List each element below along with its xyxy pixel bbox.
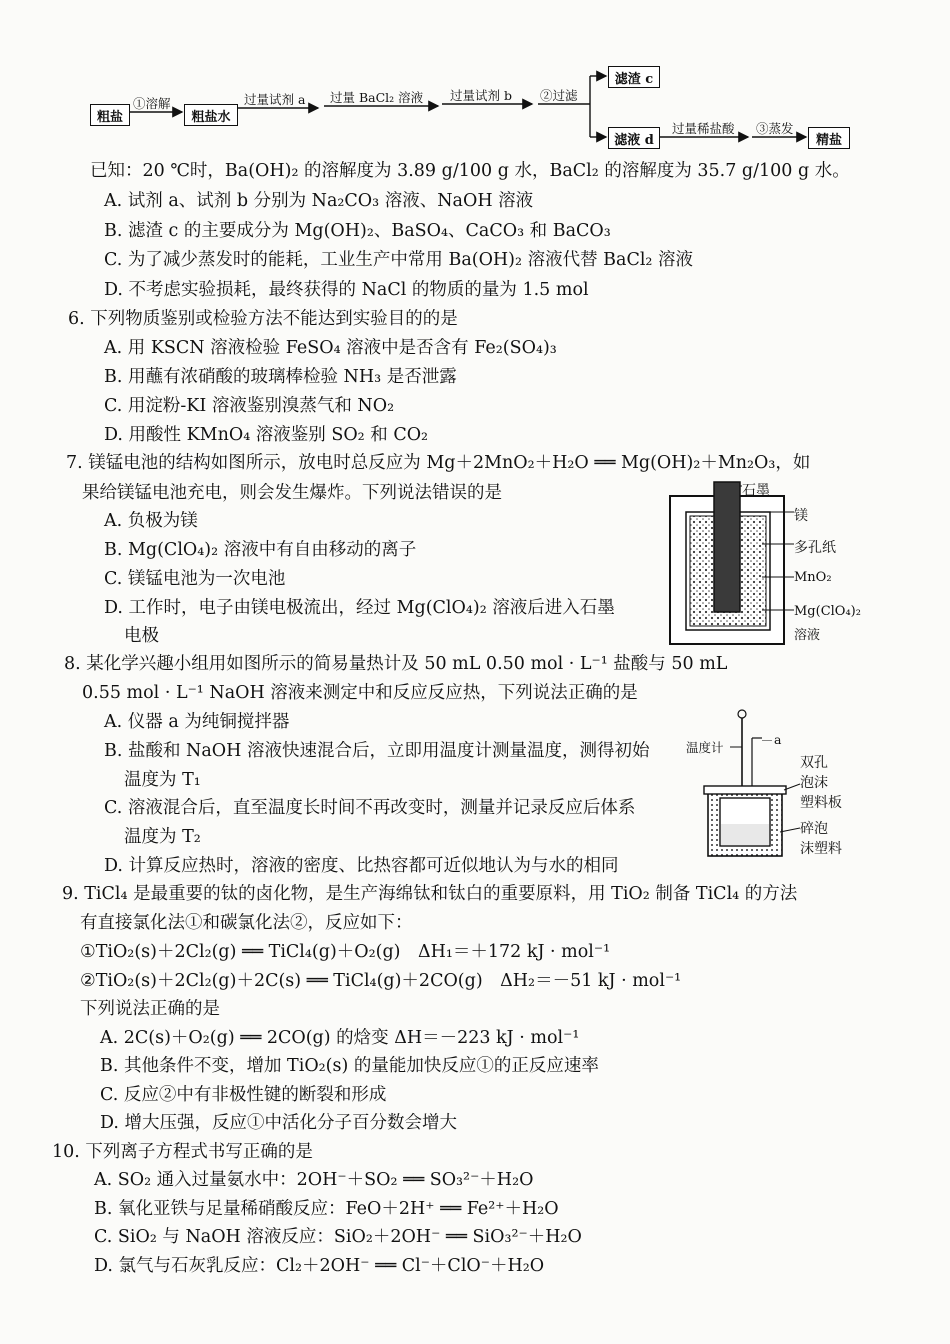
calorimeter-leader-lines <box>730 740 802 840</box>
q5-option-b: B. 滤渣 c 的主要成分为 Mg(OH)₂、BaSO₄、CaCO₃ 和 BaCO₃ <box>104 221 611 241</box>
q7-option-c: C. 镁锰电池为一次电池 <box>104 569 286 589</box>
calorimeter-label-plastic-board: 塑料板 <box>800 795 842 811</box>
q8-stem: 8. 某化学兴趣小组用如图所示的简易量热计及 50 mL 0.50 mol · L⁻¹ 盐酸与 50 mL <box>64 654 728 674</box>
battery-label-mg: 镁 <box>794 508 808 524</box>
calorimeter-label-thermometer: 温度计 <box>686 740 724 755</box>
q9-stem-cont: 有直接氯化法①和碳氯化法②，反应如下： <box>80 913 413 933</box>
q10-option-c: C. SiO₂ 与 NaOH 溶液反应：SiO₂＋2OH⁻ ══ SiO₃²⁻＋H₂O <box>94 1227 582 1247</box>
q8-option-b-cont: 温度为 T₁ <box>124 770 201 790</box>
q10-option-a: A. SO₂ 通入过量氨水中：2OH⁻＋SO₂ ══ SO₃²⁻＋H₂O <box>94 1170 534 1190</box>
q7-option-d: D. 工作时，电子由镁电极流出，经过 Mg(ClO₄)₂ 溶液后进入石墨 <box>104 598 615 618</box>
q9-stem: 9. TiCl₄ 是最重要的钛的卤化物，是生产海绵钛和钛白的重要原料，用 TiO₂ 制备 TiCl₄ 的方法 <box>62 884 798 904</box>
q10-option-b: B. 氧化亚铁与足量稀硝酸反应：FeO＋2H⁺ ══ Fe²⁺＋H₂O <box>94 1199 559 1219</box>
q6-stem: 6. 下列物质鉴别或检验方法不能达到实验目的的是 <box>68 309 458 329</box>
q8-option-d: D. 计算反应热时，溶液的密度、比热容都可近似地认为与水的相同 <box>104 856 619 876</box>
q9-option-c: C. 反应②中有非极性键的断裂和形成 <box>100 1085 387 1105</box>
battery-label-graphite: 石墨 <box>742 483 770 499</box>
q7-option-b: B. Mg(ClO₄)₂ 溶液中有自由移动的离子 <box>104 540 417 560</box>
q8-option-b: B. 盐酸和 NaOH 溶液快速混合后，立即用温度计测量温度，测得初始 <box>104 741 650 761</box>
battery-label-porous-paper: 多孔纸 <box>794 540 836 556</box>
calorimeter-label-foam: 泡沫 <box>800 775 828 791</box>
q10-stem: 10. 下列离子方程式书写正确的是 <box>52 1142 313 1162</box>
q8-option-c: C. 溶液混合后，直至温度长时间不再改变时，测量并记录反应后体系 <box>104 798 636 818</box>
flow-label-dissolve: ①溶解 <box>133 96 171 111</box>
q7-option-a: A. 负极为镁 <box>104 511 198 531</box>
q9-prompt: 下列说法正确的是 <box>80 999 220 1019</box>
flow-arrows <box>0 0 950 160</box>
q6-option-c: C. 用淀粉-KI 溶液鉴别溴蒸气和 NO₂ <box>104 396 395 416</box>
q9-option-b: B. 其他条件不变，增加 TiO₂(s) 的量能加快反应①的正反应速率 <box>100 1056 599 1076</box>
q5-option-a: A. 试剂 a、试剂 b 分别为 Na₂CO₃ 溶液、NaOH 溶液 <box>104 191 534 211</box>
flow-label-bacl2: 过量 BaCl₂ 溶液 <box>330 90 424 105</box>
flow-label-reagent-b: 过量试剂 b <box>450 88 512 103</box>
calorimeter-label-foam-plastic: 沫塑料 <box>800 841 842 857</box>
q6-option-d: D. 用酸性 KMnO₄ 溶液鉴别 SO₂ 和 CO₂ <box>104 425 429 445</box>
q7-option-d-cont: 电极 <box>124 626 159 646</box>
q8-option-c-cont: 温度为 T₂ <box>124 827 201 847</box>
q7-stem-cont: 果给镁锰电池充电，则会发生爆炸。下列说法错误的是 <box>82 483 502 503</box>
q7-stem: 7. 镁锰电池的结构如图所示，放电时总反应为 Mg＋2MnO₂＋H₂O ══ Mg(OH)₂＋Mn₂O₃，如 <box>66 453 811 473</box>
q10-option-d: D. 氯气与石灰乳反应：Cl₂＋2OH⁻ ══ Cl⁻＋ClO⁻＋H₂O <box>94 1256 545 1276</box>
calorimeter-label-broken-foam: 碎泡 <box>800 821 828 837</box>
flow-box-crude-salt: 粗盐 <box>90 104 130 126</box>
q5-option-d: D. 不考虑实验损耗，最终获得的 NaCl 的物质的量为 1.5 mol <box>104 280 589 300</box>
flow-box-salt-water: 粗盐水 <box>184 104 238 126</box>
q9-option-a: A. 2C(s)＋O₂(g) ══ 2CO(g) 的焓变 ΔH＝－223 kJ · mol⁻¹ <box>100 1028 580 1048</box>
battery-label-electrolyte: Mg(ClO₄)₂ <box>794 604 861 619</box>
flow-box-residue-c: 滤渣 c <box>608 66 660 88</box>
flow-box-refined-salt: 精盐 <box>808 127 850 149</box>
flow-label-evaporate: ③蒸发 <box>756 121 794 136</box>
battery-label-solution: 溶液 <box>794 628 821 643</box>
calorimeter-label-double-hole: 双孔 <box>800 755 828 771</box>
flow-label-filter: ②过滤 <box>540 88 578 103</box>
q8-stem-cont: 0.55 mol · L⁻¹ NaOH 溶液来测定中和反应反应热，下列说法正确的是 <box>82 683 638 703</box>
q6-option-a: A. 用 KSCN 溶液检验 FeSO₄ 溶液中是否含有 Fe₂(SO₄)₃ <box>104 338 557 358</box>
q9-reaction-2: ②TiO₂(s)＋2Cl₂(g)＋2C(s) ══ TiCl₄(g)＋2CO(g) ΔH₂＝－51 kJ · mol⁻¹ <box>80 971 682 991</box>
battery-label-mno2: MnO₂ <box>794 570 832 585</box>
q9-option-d: D. 增大压强，反应①中活化分子百分数会增大 <box>100 1113 458 1133</box>
q9-reaction-1: ①TiO₂(s)＋2Cl₂(g) ══ TiCl₄(g)＋O₂(g) ΔH₁＝＋172 kJ · mol⁻¹ <box>80 942 611 962</box>
flow-box-filtrate-d: 滤液 d <box>608 127 660 149</box>
flow-label-hcl: 过量稀盐酸 <box>672 121 735 136</box>
calorimeter-label-a: a <box>774 732 782 747</box>
q6-option-b: B. 用蘸有浓硝酸的玻璃棒检验 NH₃ 是否泄露 <box>104 367 457 387</box>
given-info: 已知：20 ℃时，Ba(OH)₂ 的溶解度为 3.89 g/100 g 水，BaCl₂ 的溶解度为 35.7 g/100 g 水。 <box>90 161 850 181</box>
q5-option-c: C. 为了减少蒸发时的能耗，工业生产中常用 Ba(OH)₂ 溶液代替 BaCl₂ 溶液 <box>104 250 694 270</box>
q8-option-a: A. 仪器 a 为纯铜搅拌器 <box>104 712 290 732</box>
flow-label-reagent-a: 过量试剂 a <box>244 92 306 107</box>
battery-leader-lines <box>760 500 800 620</box>
